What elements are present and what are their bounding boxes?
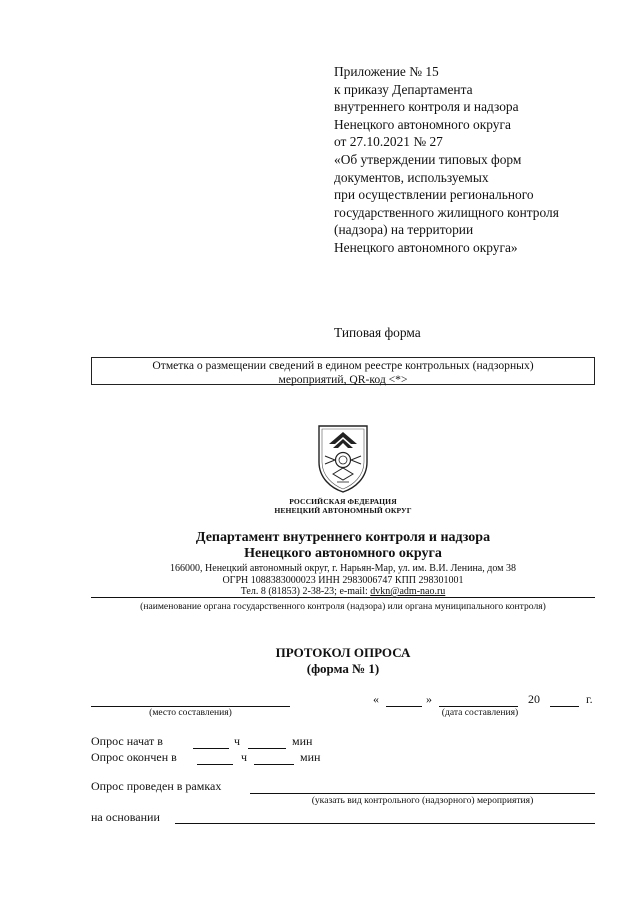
registry-mark-line: мероприятий, QR-код <*> xyxy=(278,372,408,386)
department-ids: ОГРН 1088383000023 ИНН 2983006747 КПП 298301001 xyxy=(222,575,464,586)
appendix-line: Ненецкого автономного округа» xyxy=(334,239,518,255)
form-type-label: Типовая форма xyxy=(334,325,421,340)
scope-label: Опрос проведен в рамках xyxy=(91,779,222,793)
start-minutes-field[interactable] xyxy=(248,748,286,749)
start-minutes-unit: мин xyxy=(292,734,313,748)
end-hours-field[interactable] xyxy=(197,764,233,765)
appendix-line: при осуществлении регионального xyxy=(334,187,534,203)
department-name: Департамент внутреннего контроля и надзора xyxy=(195,530,491,545)
scope-caption: (указать вид контрольного (надзорного) мероприятия) xyxy=(311,795,534,806)
quote-open: « xyxy=(373,692,379,706)
region-label: НЕНЕЦКИЙ АВТОНОМНЫЙ ОКРУГ xyxy=(274,506,412,515)
start-hours-unit: ч xyxy=(234,734,241,748)
country-label: РОССИЙСКАЯ ФЕДЕРАЦИЯ xyxy=(289,497,397,506)
department-name-line2: Ненецкого автономного округа xyxy=(244,546,442,561)
basis-field[interactable] xyxy=(175,823,595,824)
appendix-line: документов, используемых xyxy=(334,169,489,185)
year-suffix: г. xyxy=(586,692,593,706)
start-label: Опрос начат в xyxy=(91,734,163,748)
date-caption: (дата составления) xyxy=(441,707,519,718)
appendix-line: (надзора) на территории xyxy=(334,222,474,238)
email-link[interactable]: dvkn@adm-nao.ru xyxy=(370,586,446,597)
registry-mark-box xyxy=(91,357,595,385)
end-hours-unit: ч xyxy=(241,750,248,764)
scope-field[interactable] xyxy=(250,793,595,794)
start-hours-field[interactable] xyxy=(193,748,229,749)
appendix-line: внутреннего контроля и надзора xyxy=(334,99,519,115)
end-label: Опрос окончен в xyxy=(91,750,177,764)
authority-caption: (наименование органа государственного контроля (надзора) или органа муниципального контроля) xyxy=(140,601,546,612)
appendix-line: государственного жилищного контроля xyxy=(334,204,559,220)
phone-text: Тел. 8 (81853) 2-38-23; e-mail: xyxy=(240,586,371,597)
protocol-subtitle: (форма № 1) xyxy=(306,661,380,676)
year-field[interactable] xyxy=(550,706,579,707)
registry-mark-line: Отметка о размещении сведений в едином реестре контрольных (надзорных) xyxy=(152,359,534,372)
year-prefix: 20 xyxy=(528,692,540,706)
basis-label: на основании xyxy=(91,810,160,824)
appendix-block xyxy=(334,63,634,257)
appendix-line: Ненецкого автономного округа xyxy=(334,116,511,132)
end-minutes-unit: мин xyxy=(300,750,321,764)
header-divider xyxy=(91,597,595,598)
appendix-line: Приложение № 15 xyxy=(334,64,439,79)
place-caption: (место составления) xyxy=(149,707,232,718)
day-field[interactable] xyxy=(386,706,422,707)
appendix-line: «Об утверждении типовых форм xyxy=(334,151,522,167)
appendix-line: к приказу Департамента xyxy=(334,81,473,97)
coat-of-arms-icon xyxy=(313,422,373,494)
protocol-title: ПРОТОКОЛ ОПРОСА xyxy=(275,645,411,660)
end-minutes-field[interactable] xyxy=(254,764,294,765)
department-address: 166000, Ненецкий автономный округ, г. Нарьян-Мар, ул. им. В.И. Ленина, дом 38 xyxy=(170,563,516,574)
quote-close: » xyxy=(426,692,432,706)
appendix-line: от 27.10.2021 № 27 xyxy=(334,134,443,150)
